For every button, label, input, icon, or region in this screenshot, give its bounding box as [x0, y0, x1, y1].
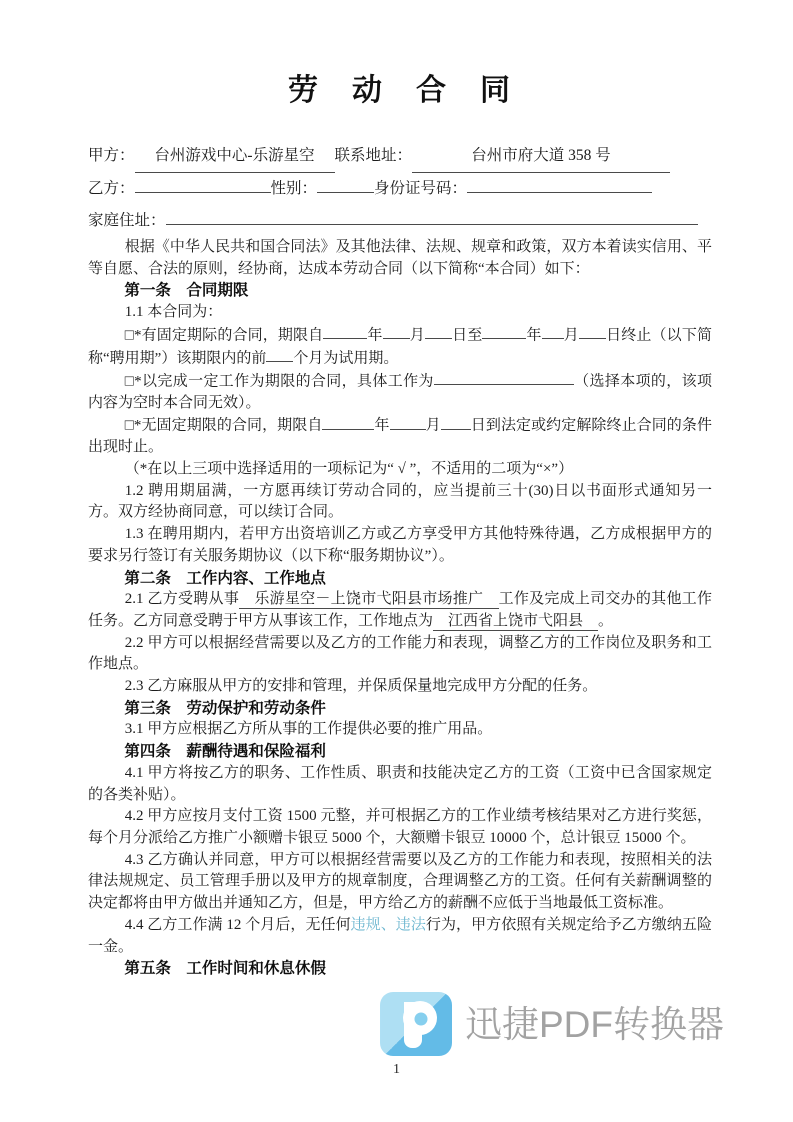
text-run: 行为，甲方依照有关规定给予乙方缴纳五险一金。: [88, 916, 712, 955]
page-number: 1: [393, 1062, 400, 1077]
blank-field: [434, 370, 574, 385]
clause-4-3: [88, 850, 712, 915]
blank-field: [383, 324, 410, 339]
party-b-line: [88, 173, 712, 205]
text-run: 4.1 甲方将按乙方的职务、工作性质、职责和技能决定乙方的工资（工资中已含国家规定的各类补贴）。: [88, 764, 712, 803]
text-run: 工作及完成上司交办的其他工作任务。乙方同意受聘于甲方从事该工作，工作地点为: [88, 591, 712, 629]
filled-field: 台州市府大道 358 号: [412, 140, 670, 173]
watermark: [380, 992, 724, 1056]
clause-1-1-option-open-term: [88, 414, 712, 459]
text-run: （*在以上三项中选择适用的一项标记为“ √ ”，不适用的二项为“×”）: [124, 461, 574, 478]
text-run: 日至: [451, 327, 483, 344]
clause-1-1: [88, 302, 712, 324]
text-run: □*有固定期际的合同，期限自: [124, 327, 324, 344]
text-run: □*无固定期限的合同，期限自: [124, 417, 323, 434]
filled-field: 江西省上饶市弋阳县: [433, 612, 599, 629]
clause-1-2: [88, 481, 712, 524]
blank-field: [579, 324, 606, 339]
clause-2-1: [88, 589, 712, 632]
text-run: 个月为试用期。: [293, 350, 399, 367]
clause-2-2: [88, 633, 712, 676]
document-title: 劳 动 合 同: [288, 74, 512, 107]
text-run: 第五条 工作时间和休息休假: [124, 960, 326, 978]
home-address-line: [88, 205, 712, 237]
article-4-heading: [88, 741, 712, 763]
text-run: 4.4 乙方工作满 12 个月后，无任何: [124, 916, 351, 933]
text-run: 第三条 劳动保护和劳动条件: [124, 699, 326, 717]
text-run: 2.2 甲方可以根据经营需要以及乙方的工作能力和表现，调整乙方的工作岗位及职务和工作地点。: [88, 634, 712, 673]
blank-field: [323, 324, 367, 339]
text-run: 。: [598, 612, 614, 629]
text-run: 日到法定或约定解除终止合同的条件出现时止。: [88, 417, 712, 456]
preamble: [88, 237, 712, 280]
blank-field: [467, 177, 652, 193]
text-run: 甲方：: [88, 147, 135, 164]
text-run: 性别：: [270, 180, 318, 197]
blank-field: [425, 324, 452, 339]
article-5-heading: [88, 958, 712, 980]
blank-field: [542, 324, 564, 339]
article-1-heading: [88, 280, 712, 302]
text-run: 年: [526, 327, 542, 344]
highlighted-text: 违规、违法: [350, 916, 426, 933]
blank-field: [390, 414, 426, 429]
text-run: 1.1 本合同为：: [124, 304, 223, 321]
party-a-line: [88, 140, 712, 173]
clause-1-1-option-task-term: [88, 370, 712, 415]
text-run: 1.2 聘用期届满，一方愿再续订劳动合同的，应当提前三十(30)日以书面形式通知另一方。双方经协商同意，可以续订合同。: [88, 482, 712, 521]
clause-4-2: [88, 806, 712, 849]
clause-4-1: [88, 763, 712, 806]
text-run: 4.2 甲方应按月支付工资 1500 元整，并可根据乙方的工作业绩考核结果对乙方进行奖惩，每个月分派给乙方推广小额赠卡银豆 5000 个，大额赠卡银豆 10000 个，总计银豆 15000 个。: [88, 808, 712, 846]
text-run: □*以完成一定工作为期限的合同，具体工作为: [124, 372, 434, 389]
blank-field: [317, 177, 374, 193]
blank-field: [322, 414, 374, 429]
document-content: [88, 72, 712, 980]
text-run: 2.3 乙方麻服从甲方的安排和管理，并保质保量地完成甲方分配的任务。: [124, 678, 598, 695]
text-run: 第四条 薪酬待遇和保险福利: [124, 743, 326, 761]
document-body: [88, 140, 712, 980]
text-run: 月: [425, 417, 441, 434]
text-run: 2.1 乙方受聘从事: [124, 591, 240, 608]
clause-3-1: [88, 719, 712, 741]
text-run: 4.3 乙方确认并同意，甲方可以根据经营需要以及乙方的工作能力和表现，按照相关的法律法规规定、员工管理手册以及甲方的规章制度，合理调整乙方的工资。任何有关薪酬调整的决定都将由甲方做出并通知乙方，但是，甲方给乙方的薪酬不应低于当地最低工资标准。: [88, 851, 712, 912]
option-mark-note: [88, 459, 712, 481]
text-run: 第二条 工作内容、工作地点: [124, 569, 326, 587]
pdf-converter-logo-icon: [380, 992, 452, 1056]
clause-2-3: [88, 676, 712, 698]
text-run: 根据《中华人民共和国合同法》及其他法律、法规、规章和政策，双方本着读实信用、平等自愿、合法的原则，经协商，达成本劳动合同（以下简称“本合同）如下：: [88, 239, 712, 277]
text-run: 日终止（以下简称“聘用期”）该期限内的前: [88, 327, 712, 367]
blank-field: [441, 414, 471, 429]
text-run: 1.3 在聘用期内，若甲方出资培训乙方或乙方享受甲方其他特殊待遇，乙方成根据甲方的要求另行签订有关服务期协议（以下称“服务期协议”）。: [88, 526, 712, 564]
watermark-text: 迅捷PDF转换器: [465, 1003, 724, 1045]
clause-4-4: [88, 915, 712, 958]
text-run: 第一条 合同期限: [124, 282, 249, 300]
text-run: 身份证号码：: [374, 180, 468, 197]
filled-field: 乐游星空－上饶市弋阳县市场推广: [239, 591, 499, 608]
text-run: 联系地址：: [334, 147, 413, 164]
blank-field: [135, 177, 271, 193]
blank-field: [266, 347, 293, 362]
text-run: 3.1 甲方应根据乙方所从事的工作提供必要的推广用品。: [124, 721, 493, 738]
clause-1-3: [88, 524, 712, 567]
filled-field: 台州游戏中心-乐游星空: [135, 140, 335, 173]
text-run: 月: [563, 327, 579, 344]
text-run: 年: [374, 417, 390, 434]
text-run: 家庭住址：: [88, 212, 166, 229]
clause-1-1-option-fixed-term: [88, 324, 712, 370]
text-run: 年: [367, 327, 383, 344]
blank-field: [166, 209, 698, 225]
article-2-heading: [88, 568, 712, 590]
text-run: 乙方：: [88, 180, 135, 197]
text-run: （选择本项的，该项内容为空时本合同无效）。: [88, 372, 712, 411]
text-run: 月: [409, 327, 425, 344]
article-3-heading: [88, 698, 712, 720]
blank-field: [482, 324, 526, 339]
